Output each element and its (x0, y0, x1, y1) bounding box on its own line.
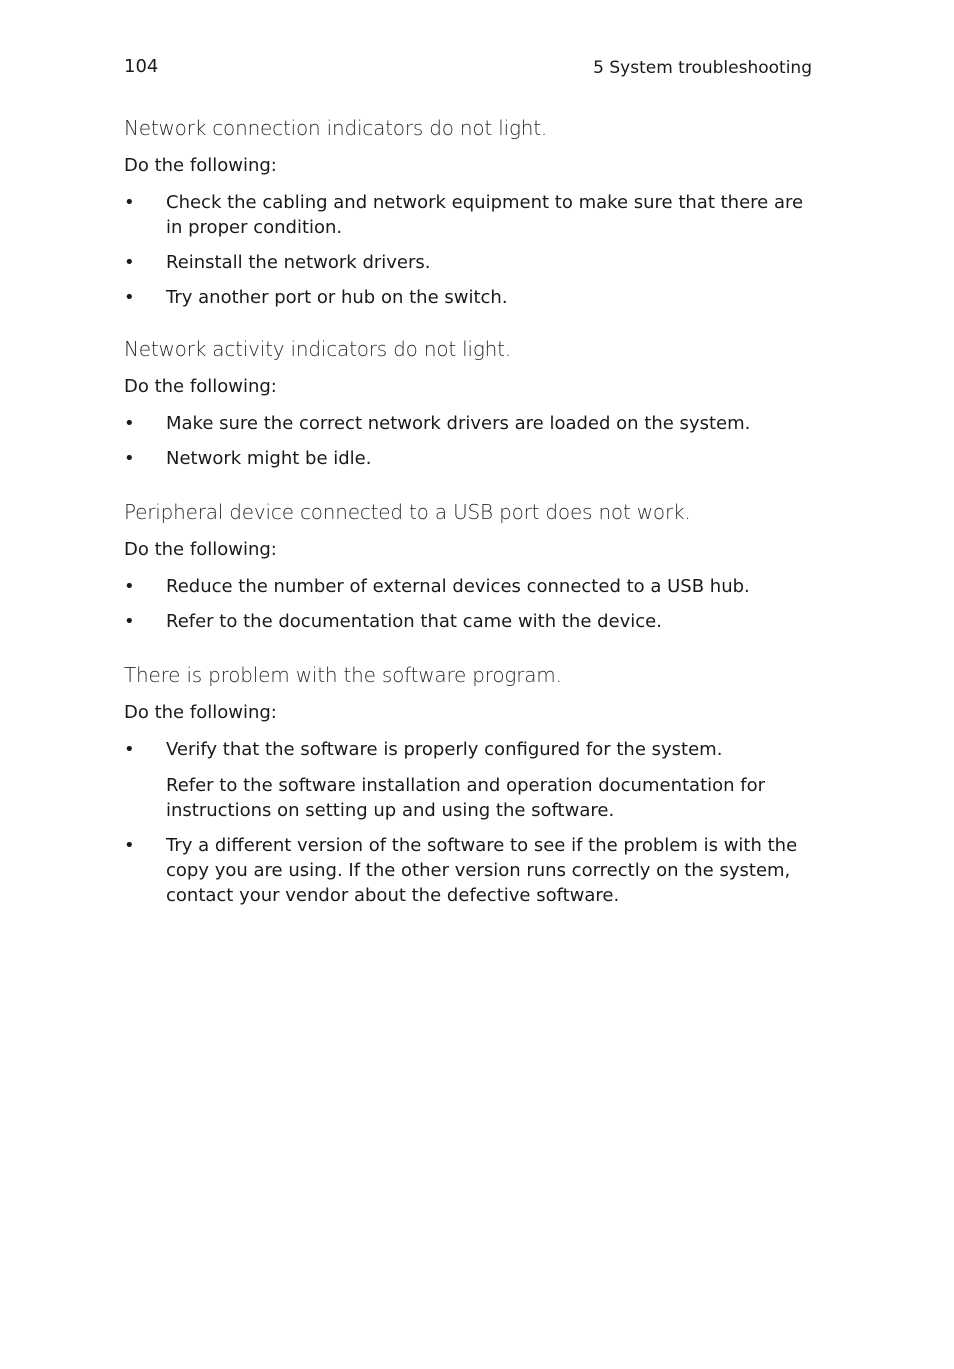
bullet-list (124, 411, 812, 471)
troubleshooting-section (124, 336, 812, 471)
list-item (124, 737, 812, 823)
instruction-intro: Do the following: (124, 155, 277, 176)
list-item (124, 833, 812, 908)
list-item (124, 609, 812, 634)
list-item (124, 285, 812, 310)
list-item (124, 190, 812, 240)
list-item-text: Check the cabling and network equipment to make sure that there are in proper condition. (166, 192, 804, 238)
instruction-intro: Do the following: (124, 539, 277, 560)
section-title: There is problem with the software program. (124, 663, 562, 687)
list-item-text: Refer to the documentation that came with the device. (166, 611, 662, 632)
bullet-icon: • (124, 413, 135, 434)
list-item-text: Verify that the software is properly configured for the system. (166, 739, 723, 760)
section-title: Network connection indicators do not light. (124, 116, 548, 140)
list-item-text: Reinstall the network drivers. (166, 252, 431, 273)
page-header (124, 56, 812, 80)
list-item-text: Try another port or hub on the switch. (166, 287, 508, 308)
list-item (124, 446, 812, 471)
list-item-text: Make sure the correct network drivers are loaded on the system. (166, 413, 751, 434)
bullet-list (124, 574, 812, 634)
troubleshooting-section (124, 115, 812, 310)
bullet-list (124, 190, 812, 310)
instruction-intro: Do the following: (124, 702, 277, 723)
section-title: Network activity indicators do not light. (124, 337, 511, 361)
bullet-icon: • (124, 252, 135, 273)
list-item (124, 250, 812, 275)
list-item-text: Network might be idle. (166, 448, 372, 469)
list-item-note: Refer to the software installation and operation documentation for instructions on setting up and using the software. (166, 775, 766, 821)
bullet-icon: • (124, 192, 135, 213)
chapter-title: 5 System troubleshooting (593, 58, 812, 78)
instruction-intro: Do the following: (124, 376, 277, 397)
list-item (124, 411, 812, 436)
list-item (124, 574, 812, 599)
bullet-icon: • (124, 576, 135, 597)
bullet-icon: • (124, 739, 135, 760)
page-number: 104 (124, 56, 159, 77)
troubleshooting-section (124, 662, 812, 908)
bullet-icon: • (124, 448, 135, 469)
troubleshooting-section (124, 499, 812, 634)
list-item-text: Reduce the number of external devices connected to a USB hub. (166, 576, 750, 597)
section-title: Peripheral device connected to a USB port does not work. (124, 500, 691, 524)
page-content (124, 115, 812, 918)
bullet-icon: • (124, 287, 135, 308)
list-item-text: Try a different version of the software to see if the problem is with the copy you are using. If the other version runs correctly on the system, contact your vendor about the defective software. (166, 835, 798, 906)
bullet-icon: • (124, 611, 135, 632)
bullet-list (124, 737, 812, 908)
bullet-icon: • (124, 835, 135, 856)
